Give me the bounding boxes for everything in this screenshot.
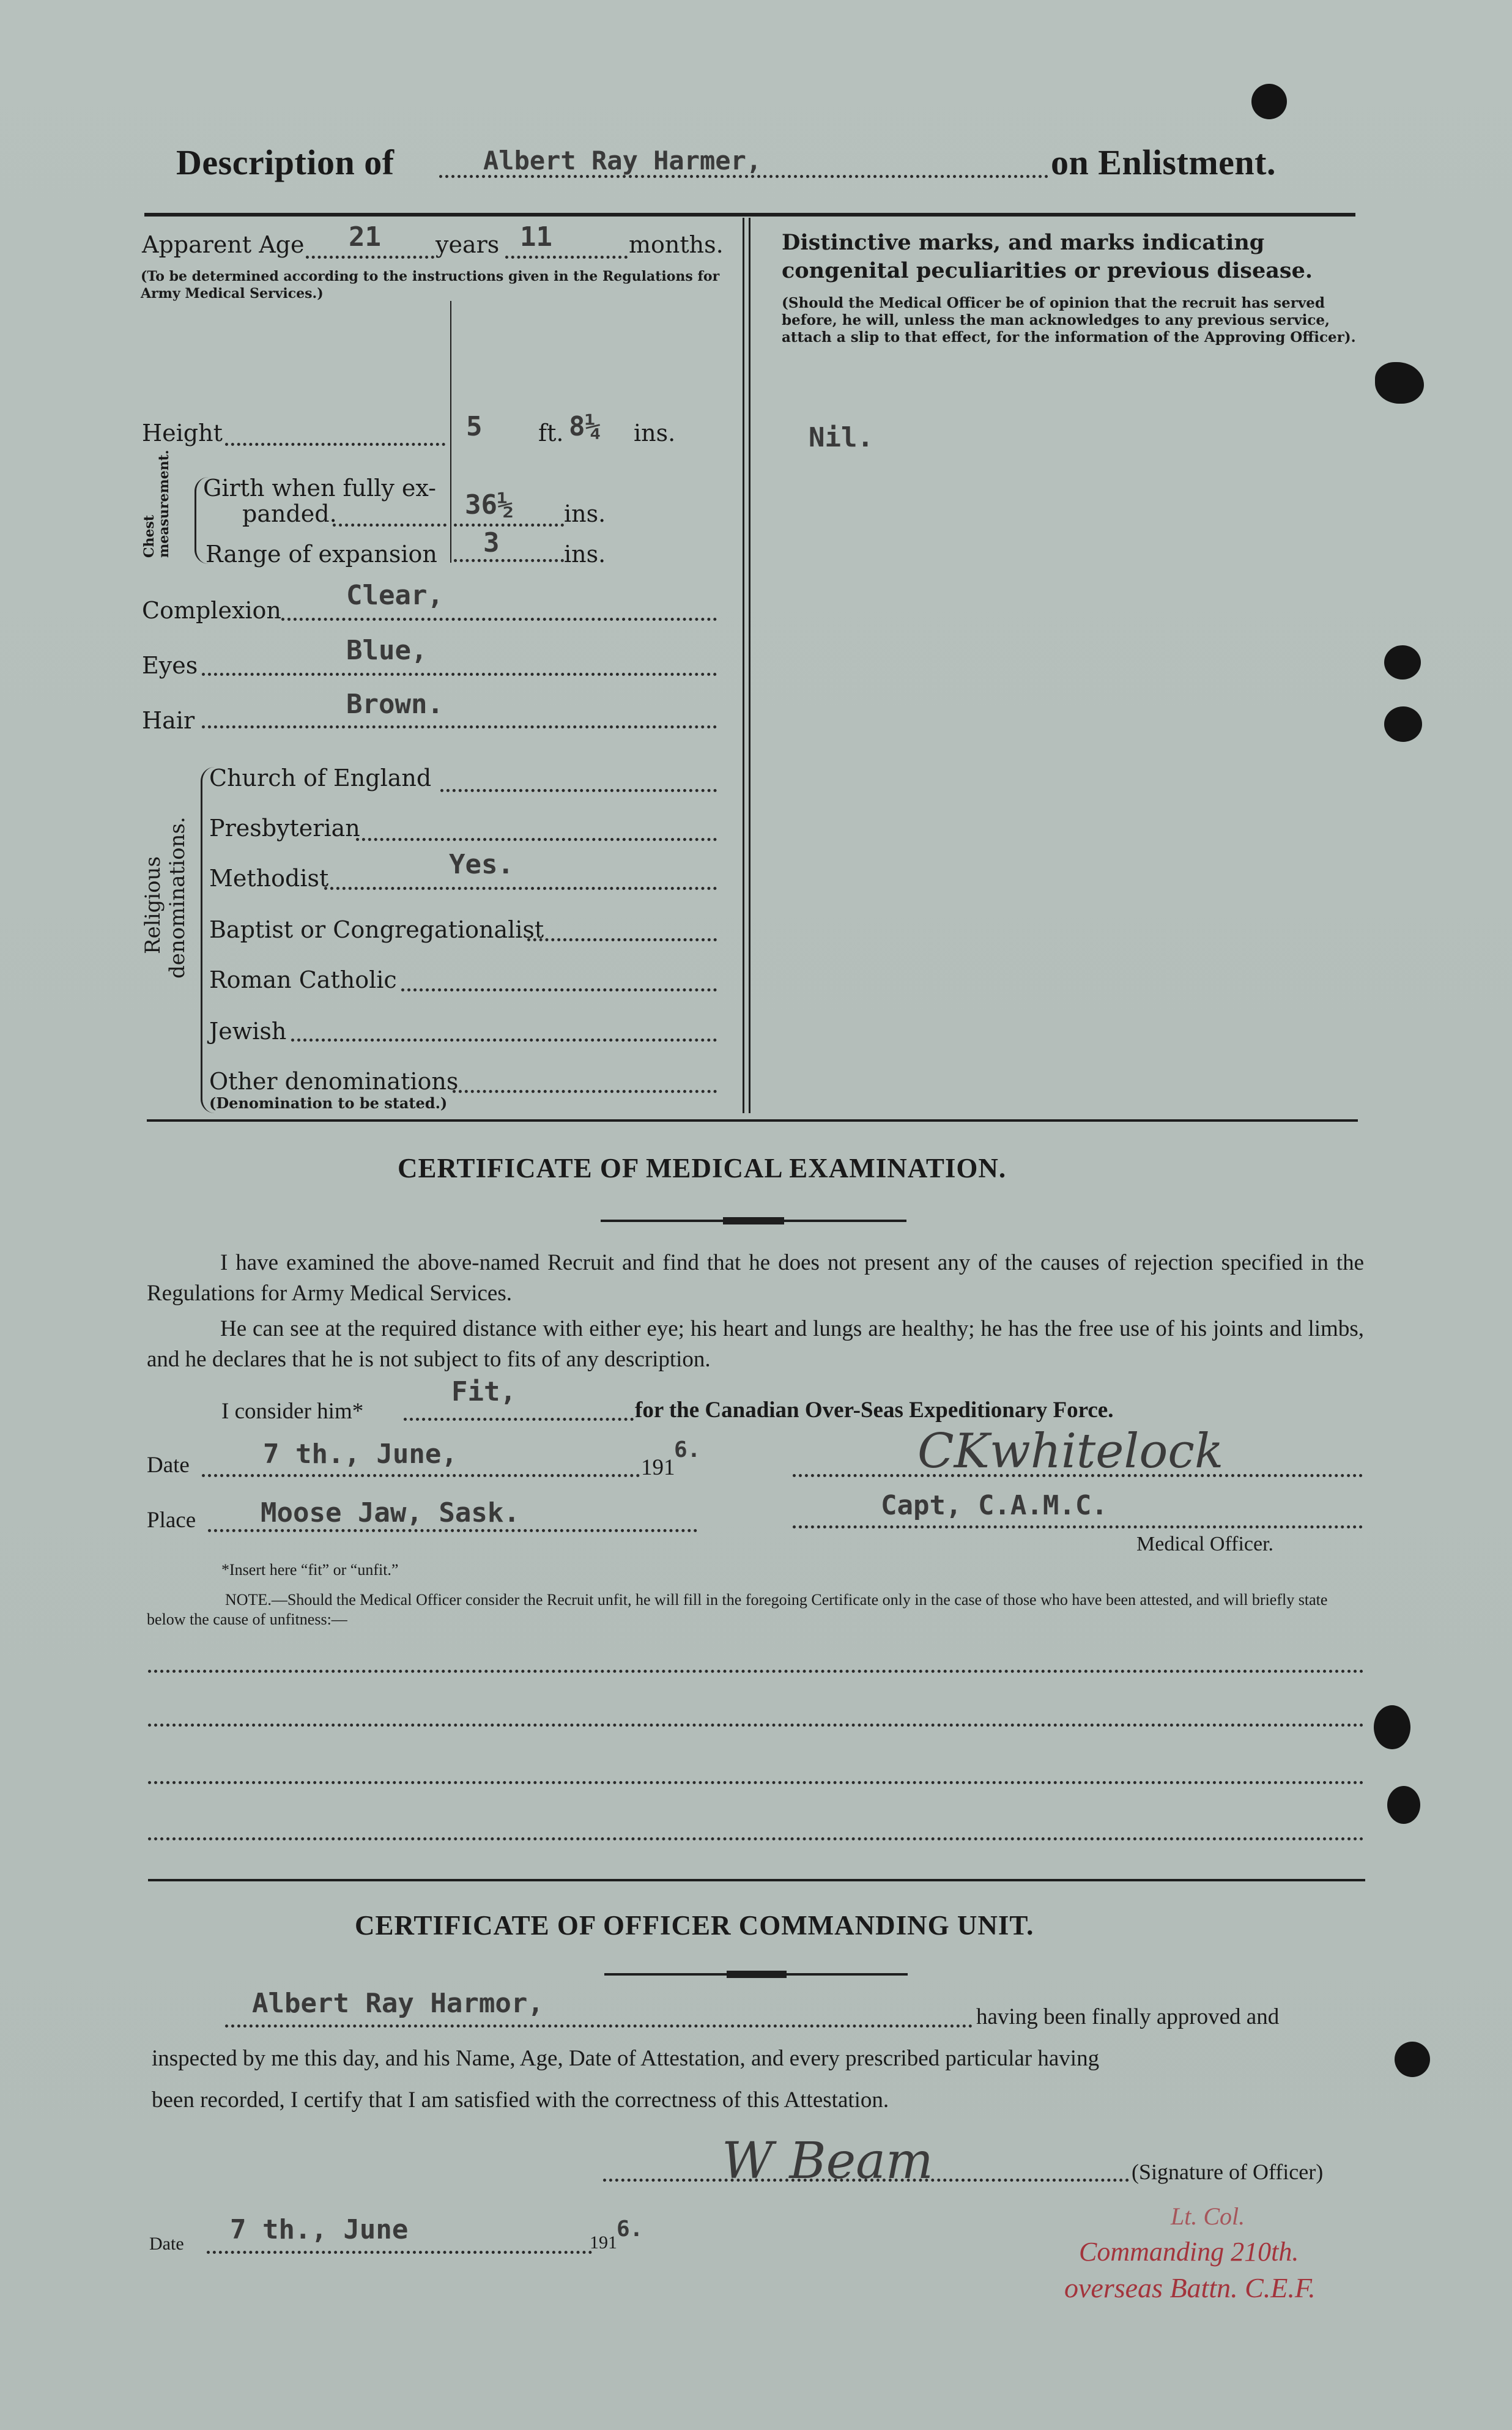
religion-item-presbyterian: Presbyterian [209, 815, 360, 842]
medical-signature-line [793, 1474, 1363, 1477]
apparent-age-months: 11 [520, 221, 552, 253]
feet-label: ft. [538, 420, 564, 446]
commanding-officer-signature: W Beam [722, 2132, 933, 2190]
place-label: Place [147, 1508, 196, 1533]
religion-line [291, 1039, 717, 1042]
stamp-command: Commanding 210th. [1079, 2237, 1299, 2267]
girth-dotted-line [333, 524, 447, 527]
medical-date-value: 7 th., June, [263, 1439, 458, 1470]
unfit-note: NOTE.—Should the Medical Officer consider the Recruit unfit, he will fill in the foregoing Certificate only in the case of those who have been attested, and will briefly state below the cause of unfitness:— [147, 1591, 1328, 1628]
hair-value: Brown. [346, 689, 443, 720]
age-note: (To be determined according to the instructions given in the Regulations for Army Medical Services.) [141, 269, 720, 302]
range-unit: ins. [564, 541, 606, 568]
commanding-year-prefix: 191 [590, 2232, 617, 2253]
medical-para-2: He can see at the required distance with either eye; his heart and lungs are healthy; he has the free use of his joints and limbs, and he declares that he is not subject to fits of any description. [147, 1316, 1364, 1372]
header-name: Albert Ray Harmer, [483, 146, 762, 176]
commanding-text-1: having been finally approved and [976, 2004, 1280, 2029]
ornament-bar [723, 1217, 784, 1224]
girth-label-2: panded. [242, 500, 337, 527]
medical-officer-label: Medical Officer. [1136, 1533, 1274, 1555]
religion-line [440, 789, 717, 792]
range-value: 3 [483, 527, 500, 558]
unfitness-line [148, 1781, 1364, 1784]
height-inches: 8¼ [569, 411, 601, 442]
age-years-line [306, 256, 434, 259]
consider-suffix: for the Canadian Over-Seas Expeditionary Force. [635, 1398, 1114, 1423]
place-line [208, 1529, 697, 1532]
religion-line [401, 988, 717, 991]
inches-label: ins. [634, 420, 676, 446]
religion-item-methodist: Methodist [209, 865, 329, 892]
commanding-signature-line [603, 2179, 1129, 2182]
medical-year-suffix: 6. [674, 1437, 701, 1462]
hair-line [202, 725, 717, 728]
insert-note: *Insert here “fit” or “unfit.” [221, 1561, 399, 1579]
inner-divider [450, 301, 451, 563]
medical-certificate-heading: CERTIFICATE OF MEDICAL EXAMINATION. [398, 1153, 1007, 1184]
commanding-name-line [225, 2024, 973, 2028]
commanding-text-2: inspected by me this day, and his Name, Age, Date of Attestation, and every prescribed particular having [152, 2046, 1100, 2071]
religion-group-label-2: denominations. [165, 817, 190, 979]
months-label: months. [629, 231, 724, 258]
chest-group-label: Chest measurement. [141, 450, 172, 558]
age-months-line [505, 256, 628, 259]
religion-line [324, 887, 717, 890]
punch-hole [1384, 706, 1422, 742]
column-divider [743, 218, 744, 1113]
fitness-line [404, 1418, 634, 1421]
range-label: Range of expansion [206, 541, 437, 568]
hair-label: Hair [142, 707, 195, 734]
height-label: Height [142, 420, 223, 446]
punch-hole [1384, 645, 1421, 680]
medical-officer-signature: CKwhitelock [917, 1424, 1224, 1479]
eyes-value: Blue, [346, 635, 428, 666]
height-dotted-line [225, 443, 445, 446]
range-value-line [454, 559, 564, 562]
medical-para-1: I have examined the above-named Recruit and find that he does not present any of the causes of rejection specified in the Regulations for Army Medical Services. [147, 1250, 1364, 1306]
punch-hole [1395, 2042, 1430, 2077]
unfitness-line [148, 1837, 1364, 1840]
eyes-line [202, 673, 717, 676]
religion-item-roman-catholic: Roman Catholic [209, 966, 397, 993]
complexion-label: Complexion [142, 597, 281, 624]
commanding-date-line [207, 2251, 592, 2254]
religion-item-church-of-england: Church of England [209, 765, 432, 791]
commanding-year-suffix: 6. [617, 2217, 643, 2242]
complexion-value: Clear, [346, 580, 443, 611]
girth-label-1: Girth when fully ex- [203, 475, 437, 502]
religion-item-other: Other denominations [209, 1068, 459, 1095]
medical-date-label: Date [147, 1453, 190, 1478]
religion-line [356, 838, 717, 841]
place-value: Moose Jaw, Sask. [261, 1497, 520, 1528]
distinctive-marks-value: Nil. [809, 422, 873, 453]
girth-value: 36½ [465, 489, 514, 520]
punch-hole [1387, 1786, 1420, 1824]
unfitness-line [148, 1670, 1364, 1673]
complexion-line [281, 618, 717, 621]
religion-line [453, 1090, 717, 1093]
punch-hole [1251, 84, 1287, 119]
stamp-rank: Lt. Col. [1171, 2202, 1245, 2230]
header-name-dotted-line [439, 175, 1048, 178]
medical-date-line [202, 1474, 640, 1477]
commanding-date-value: 7 th., June [230, 2214, 409, 2245]
distinctive-marks-note: (Should the Medical Officer be of opinion that the recruit has served before, he will, unless the man acknowledges to any previous service, attach a slip to that effect, for the information of the Approving Officer). [782, 295, 1356, 346]
ornament-bar [727, 1971, 787, 1978]
distinctive-marks-heading: Distinctive marks, and marks indicating congenital peculiarities or previous disease. [782, 230, 1313, 283]
commanding-text-3: been recorded, I certify that I am satisfied with the correctness of this Attestation. [152, 2087, 889, 2113]
column-divider [749, 218, 750, 1113]
header-suffix: on Enlistment. [1051, 143, 1276, 182]
religion-item-baptist: Baptist or Congregationalist [209, 916, 544, 943]
commanding-recruit-name: Albert Ray Harmor, [252, 1988, 544, 2019]
religion-line [527, 938, 717, 941]
apparent-age-years: 21 [349, 221, 381, 253]
unfitness-line [148, 1724, 1364, 1727]
years-label: years [435, 231, 500, 258]
consider-prefix: I consider him* [221, 1399, 364, 1424]
medical-officer-rank: Capt, C.A.M.C. [881, 1490, 1108, 1521]
religion-group-label-1: Religious [141, 856, 165, 954]
punch-hole [1374, 1705, 1410, 1749]
header-prefix: Description of [176, 143, 395, 182]
medical-rank-line [793, 1525, 1363, 1528]
girth-value-line [454, 524, 564, 527]
commanding-date-label: Date [149, 2234, 184, 2254]
eyes-label: Eyes [142, 652, 198, 679]
signature-of-officer-label: (Signature of Officer) [1132, 2160, 1324, 2184]
religion-item-jewish: Jewish [209, 1018, 287, 1045]
fitness-value: Fit, [451, 1376, 516, 1407]
other-denomination-note: (Denomination to be stated.) [209, 1094, 448, 1112]
girth-unit: ins. [564, 500, 606, 527]
apparent-age-label: Apparent Age [142, 231, 305, 258]
medical-year-prefix: 191 [641, 1455, 675, 1480]
section-divider [148, 1879, 1365, 1881]
methodist-value: Yes. [449, 849, 514, 880]
section-divider [147, 1119, 1358, 1122]
height-feet: 5 [466, 411, 483, 442]
commanding-certificate-heading: CERTIFICATE OF OFFICER COMMANDING UNIT. [355, 1910, 1034, 1941]
top-divider [144, 213, 1355, 217]
stamp-battalion: overseas Battn. C.E.F. [1064, 2272, 1316, 2303]
